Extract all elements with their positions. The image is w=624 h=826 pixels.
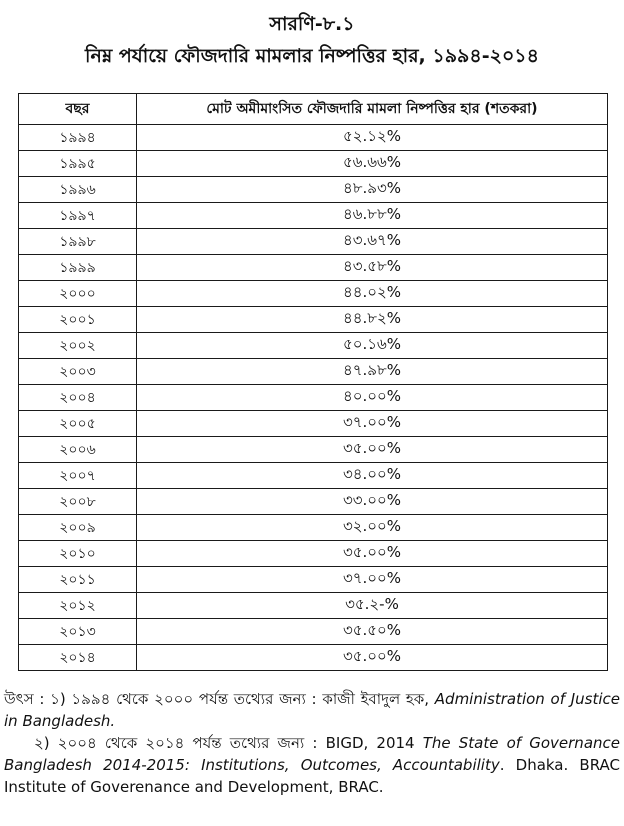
rate-cell: ৩৫.০০% (137, 541, 608, 567)
rate-cell: ৪৪.৮২% (137, 307, 608, 333)
year-cell: ২০০৬ (19, 437, 137, 463)
table-row (19, 203, 608, 229)
year-cell: ২০০৯ (19, 515, 137, 541)
column-header-rate: মোট অমীমাংসিত ফৌজদারি মামলা নিষ্পত্তির হার (শতকরা) (137, 94, 608, 125)
table-row (19, 281, 608, 307)
table-row (19, 463, 608, 489)
year-cell: ১৯৯৮ (19, 229, 137, 255)
table-row (19, 515, 608, 541)
table-row (19, 385, 608, 411)
rate-cell: ৩২.০০% (137, 515, 608, 541)
source-1-text: উৎস : ১) ১৯৯৪ থেকে ২০০০ পর্যন্ত তথ্যের জন্য : কাজী ইবাদুল হক, (4, 690, 435, 708)
year-cell: ২০০৮ (19, 489, 137, 515)
source-1-title: Administration of Justice in Bangladesh. (4, 690, 620, 730)
source-notes (4, 688, 620, 798)
table-row (19, 333, 608, 359)
year-cell: ১৯৯৬ (19, 177, 137, 203)
table-row (19, 229, 608, 255)
table-row (19, 177, 608, 203)
rate-cell: ৫৬.৬৬% (137, 151, 608, 177)
year-cell: ২০১০ (19, 541, 137, 567)
year-cell: ২০০১ (19, 307, 137, 333)
year-cell: ২০১১ (19, 567, 137, 593)
source-2-text: ২) ২০০৪ থেকে ২০১৪ পর্যন্ত তথ্যের জন্য : BIGD, 2014 (34, 734, 423, 752)
column-header-year: বছর (19, 94, 137, 125)
table-row (19, 125, 608, 151)
year-cell: ১৯৯৪ (19, 125, 137, 151)
rate-cell: ৫০.১৬% (137, 333, 608, 359)
table-row (19, 541, 608, 567)
year-cell: ২০১৩ (19, 619, 137, 645)
rate-cell: ৪৭.৯৮% (137, 359, 608, 385)
year-cell: ২০০৭ (19, 463, 137, 489)
rate-cell: ৩৫.০০% (137, 437, 608, 463)
table-row (19, 411, 608, 437)
table-row (19, 307, 608, 333)
rate-cell: ৪৪.০২% (137, 281, 608, 307)
source-line-1 (4, 688, 620, 732)
table-row (19, 619, 608, 645)
rate-cell: ৩৪.০০% (137, 463, 608, 489)
rate-cell: ৩৫.২-% (137, 593, 608, 619)
rate-cell: ৪৬.৮৮% (137, 203, 608, 229)
rate-cell: ৩৭.০০% (137, 411, 608, 437)
year-cell: ১৯৯৫ (19, 151, 137, 177)
year-cell: ২০০৫ (19, 411, 137, 437)
table-row (19, 567, 608, 593)
source-line-2 (4, 732, 620, 798)
source-2-title: The State of Governance Bangladesh 2014-2015: Institutions, Outcomes, Accountability (4, 734, 620, 774)
rate-cell: ৩৫.৫০% (137, 619, 608, 645)
year-cell: ২০০৩ (19, 359, 137, 385)
table-row (19, 593, 608, 619)
rate-cell: ৩৭.০০% (137, 567, 608, 593)
table-label: সারণি-৮.১ (269, 13, 355, 35)
table-title: নিম্ন পর্যায়ে ফৌজদারি মামলার নিষ্পত্তির হার, ১৯৯৪-২০১৪ (85, 45, 539, 67)
year-cell: ১৯৯৭ (19, 203, 137, 229)
year-cell: ২০০০ (19, 281, 137, 307)
rate-cell: ৪৩.৫৮% (137, 255, 608, 281)
year-cell: ২০০২ (19, 333, 137, 359)
rate-cell: ৪০.০০% (137, 385, 608, 411)
table-body (19, 125, 608, 671)
rate-cell: ৩৫.০০% (137, 645, 608, 671)
table-row (19, 489, 608, 515)
source-2-publisher: . Dhaka. BRAC Institute of Goverenance and Development, BRAC. (4, 756, 621, 796)
table-row (19, 645, 608, 671)
rate-cell: ৪৩.৬৭% (137, 229, 608, 255)
disposal-rate-table (18, 93, 608, 671)
table-row (19, 151, 608, 177)
rate-cell: ৩৩.০০% (137, 489, 608, 515)
year-cell: ২০১৪ (19, 645, 137, 671)
rate-cell: ৪৮.৯৩% (137, 177, 608, 203)
table-row (19, 437, 608, 463)
rate-cell: ৫২.১২% (137, 125, 608, 151)
table-row (19, 359, 608, 385)
year-cell: ২০১২ (19, 593, 137, 619)
table-row (19, 255, 608, 281)
year-cell: ১৯৯৯ (19, 255, 137, 281)
year-cell: ২০০৪ (19, 385, 137, 411)
table-header-row (19, 94, 608, 125)
